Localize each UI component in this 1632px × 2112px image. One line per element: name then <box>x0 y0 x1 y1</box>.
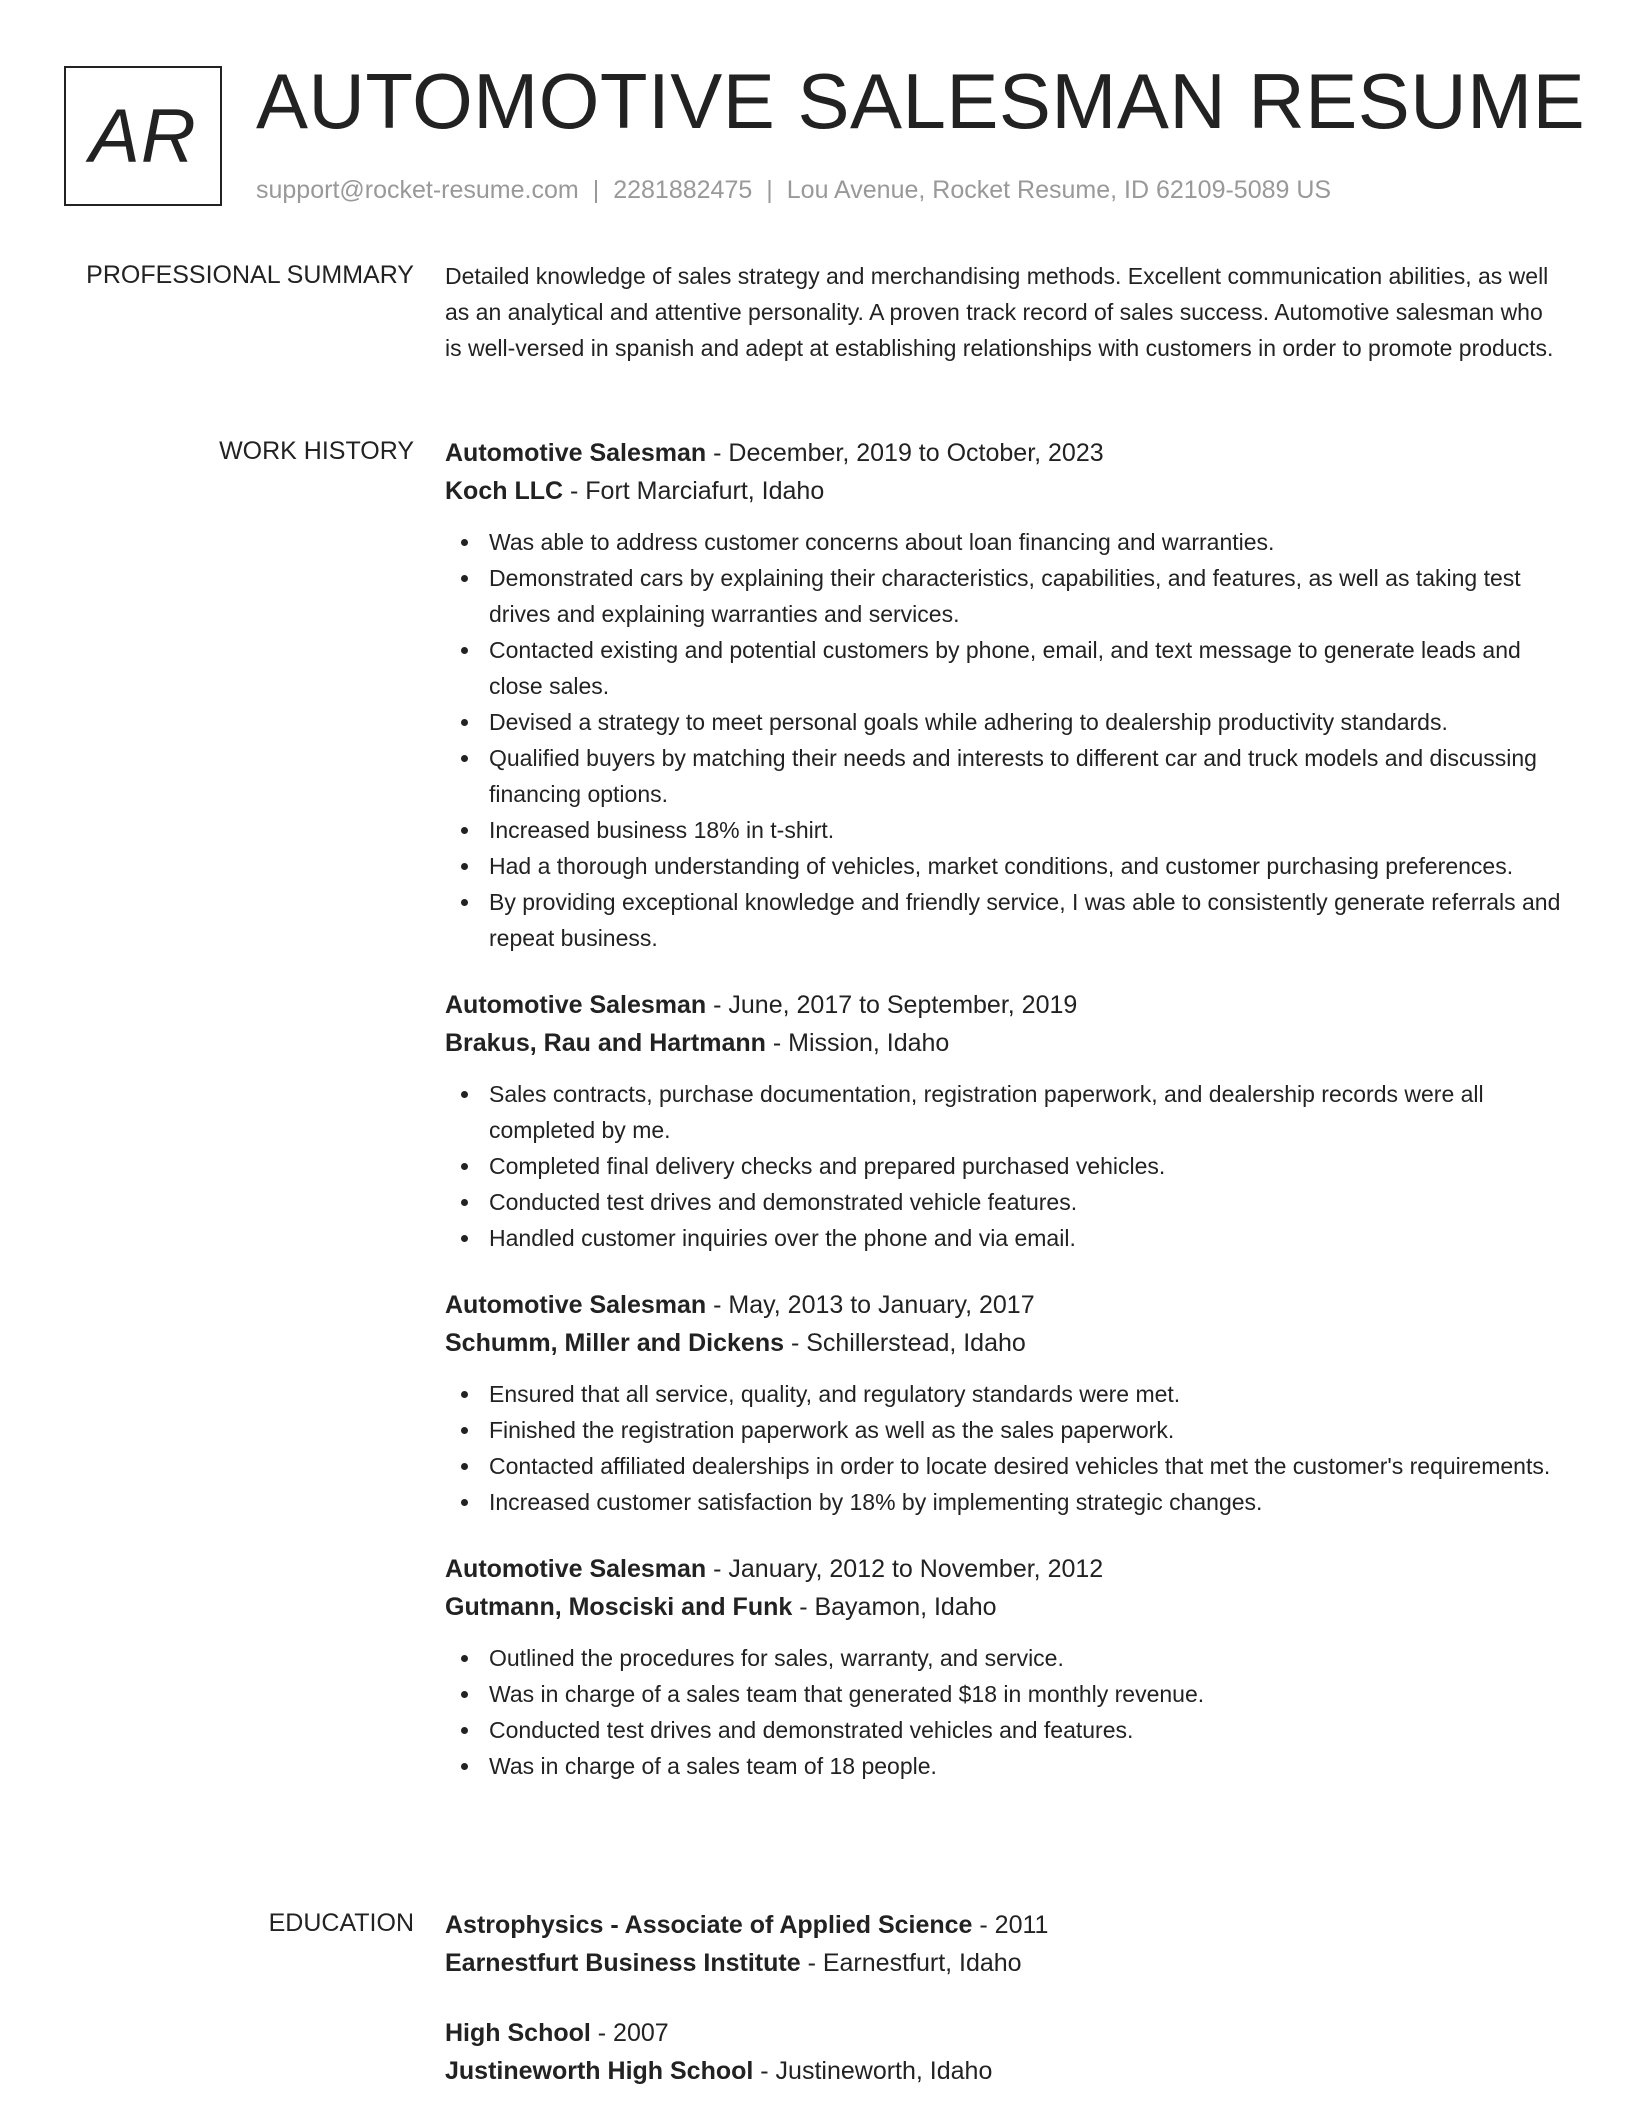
job-bullet: By providing exceptional knowledge and friendly service, I was able to consistently generate referrals and repeat business. <box>489 884 1565 956</box>
job-bullets <box>445 524 1565 956</box>
contact-address: Lou Avenue, Rocket Resume, ID 62109-5089 US <box>786 176 1332 204</box>
job-location: - Schillerstead, Idaho <box>784 1329 1026 1357</box>
job-bullet: Was in charge of a sales team that generated $18 in monthly revenue. <box>489 1676 1565 1712</box>
job-dates: - December, 2019 to October, 2023 <box>706 439 1104 467</box>
job-bullets <box>445 1376 1565 1520</box>
job-bullet: Sales contracts, purchase documentation, registration paperwork, and dealership records were all completed by me. <box>489 1076 1565 1148</box>
education-year: - 2007 <box>590 2019 669 2047</box>
job-company-line <box>445 1024 1565 1062</box>
education-year: - 2011 <box>972 1911 1049 1939</box>
education-degree-line <box>445 1906 1565 1944</box>
job-location: - Mission, Idaho <box>765 1029 950 1057</box>
education-degree: High School <box>445 2019 591 2047</box>
job-bullet: Devised a strategy to meet personal goals while adhering to dealership productivity standards. <box>489 704 1565 740</box>
summary-text: Detailed knowledge of sales strategy and merchandising methods. Excellent communication abilities, as well as an analytical and attentive personality. A proven track record of sales success. Automotive salesman who is well-versed in spanish and adept at establishing relationships with customers in order to promote products. <box>445 263 1554 361</box>
job-title-line <box>445 1550 1565 1588</box>
job-bullet: Demonstrated cars by explaining their characteristics, capabilities, and features, as well as taking test drives and explaining warranties and services. <box>489 560 1565 632</box>
job-dates: - June, 2017 to September, 2019 <box>706 991 1078 1019</box>
education-location: - Earnestfurt, Idaho <box>800 1949 1022 1977</box>
job-location: - Bayamon, Idaho <box>792 1593 997 1621</box>
job-bullet: Contacted existing and potential customers by phone, email, and text message to generate leads and close sales. <box>489 632 1565 704</box>
job-entry <box>445 1550 1565 1784</box>
job-bullet: Was in charge of a sales team of 18 people. <box>489 1748 1565 1784</box>
job-bullet: Qualified buyers by matching their needs and interests to different car and truck models and discussing financing options. <box>489 740 1565 812</box>
page-title: AUTOMOTIVE SALESMAN RESUME <box>256 57 1586 145</box>
job-title-line <box>445 986 1565 1024</box>
summary-heading: PROFESSIONAL SUMMARY <box>86 261 414 289</box>
work-history-heading: WORK HISTORY <box>219 437 414 465</box>
education-school-line <box>445 2052 1565 2090</box>
job-bullet: Finished the registration paperwork as well as the sales paperwork. <box>489 1412 1565 1448</box>
job-company: Gutmann, Mosciski and Funk <box>445 1593 793 1621</box>
job-title: Automotive Salesman <box>445 439 707 467</box>
job-bullet: Conducted test drives and demonstrated vehicles and features. <box>489 1712 1565 1748</box>
job-title: Automotive Salesman <box>445 1291 707 1319</box>
job-bullet: Handled customer inquiries over the phone and via email. <box>489 1220 1565 1256</box>
job-location: - Fort Marciafurt, Idaho <box>563 477 825 505</box>
job-bullets <box>445 1076 1565 1256</box>
job-bullet: Completed final delivery checks and prepared purchased vehicles. <box>489 1148 1565 1184</box>
contact-phone[interactable]: 2281882475 <box>613 176 753 204</box>
monogram-logo <box>64 66 222 206</box>
job-bullet: Was able to address customer concerns about loan financing and warranties. <box>489 524 1565 560</box>
education-entry <box>445 1906 1565 1982</box>
contact-separator: | <box>592 176 600 204</box>
monogram-initials: AR <box>89 93 197 179</box>
education-entry <box>445 2014 1565 2090</box>
job-company: Brakus, Rau and Hartmann <box>445 1029 766 1057</box>
job-company-line <box>445 472 1565 510</box>
job-title-line <box>445 434 1565 472</box>
education-school: Justineworth High School <box>445 2057 754 2085</box>
contact-separator: | <box>766 176 773 204</box>
job-bullet: Outlined the procedures for sales, warranty, and service. <box>489 1640 1565 1676</box>
contact-line <box>256 174 1331 206</box>
education-school: Earnestfurt Business Institute <box>445 1949 801 1977</box>
job-entry <box>445 434 1565 956</box>
job-dates: - May, 2013 to January, 2017 <box>706 1291 1035 1319</box>
job-bullets <box>445 1640 1565 1784</box>
job-company: Koch LLC <box>445 477 564 505</box>
job-bullet: Contacted affiliated dealerships in order to locate desired vehicles that met the customer's requirements. <box>489 1448 1565 1484</box>
job-company: Schumm, Miller and Dickens <box>445 1329 784 1357</box>
job-title: Automotive Salesman <box>445 991 707 1019</box>
job-company-line <box>445 1588 1565 1626</box>
job-company-line <box>445 1324 1565 1362</box>
education-location: - Justineworth, Idaho <box>753 2057 993 2085</box>
job-title: Automotive Salesman <box>445 1555 707 1583</box>
job-bullet: Increased customer satisfaction by 18% by implementing strategic changes. <box>489 1484 1565 1520</box>
job-bullet: Had a thorough understanding of vehicles, market conditions, and customer purchasing preferences. <box>489 848 1565 884</box>
job-bullet: Increased business 18% in t-shirt. <box>489 812 1565 848</box>
education-school-line <box>445 1944 1565 1982</box>
education-heading: EDUCATION <box>268 1909 414 1937</box>
contact-email[interactable]: support@rocket-resume.com <box>256 176 579 204</box>
job-title-line <box>445 1286 1565 1324</box>
job-bullet: Conducted test drives and demonstrated vehicle features. <box>489 1184 1565 1220</box>
job-entry <box>445 986 1565 1256</box>
job-bullet: Ensured that all service, quality, and regulatory standards were met. <box>489 1376 1565 1412</box>
education-degree: Astrophysics - Associate of Applied Science <box>445 1911 973 1939</box>
job-entry <box>445 1286 1565 1520</box>
job-dates: - January, 2012 to November, 2012 <box>706 1555 1104 1583</box>
education-degree-line <box>445 2014 1565 2052</box>
